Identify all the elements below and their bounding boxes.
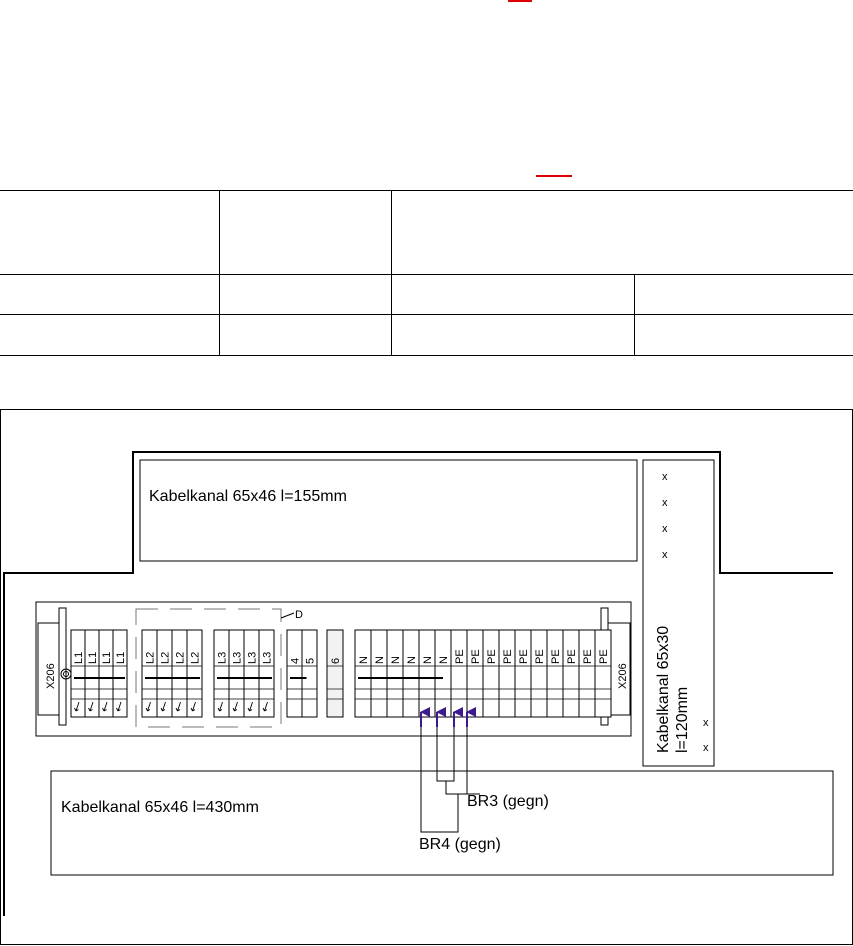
bottom-channel-label: Kabelkanal 65x46 l=430mm <box>61 799 259 816</box>
terminal-label: 5 <box>304 657 317 664</box>
terminal-label: PE <box>582 649 594 664</box>
top-cable-channel <box>140 460 637 561</box>
red-marker-top <box>508 0 532 2</box>
table-cell <box>219 275 391 315</box>
terminal-label: L2 <box>159 651 172 664</box>
terminal-label: L3 <box>246 651 259 664</box>
red-marker-table <box>536 175 572 177</box>
terminal-label: PE <box>598 649 610 664</box>
table-cell <box>634 275 853 315</box>
group-d-leader <box>281 613 294 618</box>
side-channel-label-line1: Kabelkanal 65x30 <box>655 625 672 753</box>
cross-mark: x <box>662 497 668 509</box>
table-cell <box>391 315 634 356</box>
terminal-label: 4 <box>289 657 302 664</box>
bottom-cable-channel <box>51 771 833 875</box>
group-d-marker: D <box>295 609 303 621</box>
cross-mark: x <box>662 549 668 561</box>
terminal-label: N <box>422 656 434 664</box>
header-cell-2 <box>219 191 391 275</box>
table-cell <box>219 315 391 356</box>
terminal-label: L1 <box>115 651 127 664</box>
bridge-br3-label: BR3 (gegn) <box>467 793 549 810</box>
terminal-label: PE <box>454 649 466 664</box>
terminal-label: PE <box>566 649 578 664</box>
terminal-label: PE <box>518 649 530 664</box>
table-cell <box>391 275 634 315</box>
cross-mark: x <box>662 471 668 483</box>
terminal-label: N <box>358 656 370 664</box>
terminal-label: PE <box>534 649 546 664</box>
terminal-group <box>327 630 343 717</box>
header-cell-3 <box>391 191 853 275</box>
end-bracket-left <box>59 608 66 725</box>
header-cell-1 <box>0 191 219 275</box>
terminal-label: 6 <box>330 657 342 664</box>
terminal-label: L3 <box>216 651 229 664</box>
terminal-label: L2 <box>144 651 157 664</box>
side-channel-label-line2: l=120mm <box>674 686 691 753</box>
terminal-label: L3 <box>261 651 274 664</box>
bridge-br4-label: BR4 (gegn) <box>419 836 501 853</box>
terminal-label: PE <box>470 649 482 664</box>
terminal-label: L2 <box>174 651 187 664</box>
terminal-label: PE <box>502 649 514 664</box>
cross-mark: x <box>662 523 668 535</box>
rail-label-right: X206 <box>617 663 629 689</box>
terminal-label: PE <box>550 649 562 664</box>
wiring-diagram <box>0 409 853 946</box>
terminal-label: L3 <box>231 651 244 664</box>
specification-table <box>0 190 853 356</box>
terminal-blocks <box>71 630 611 717</box>
table-cell <box>634 315 853 356</box>
terminal-label: N <box>374 656 386 664</box>
terminal-label: N <box>406 656 418 664</box>
cross-mark: x <box>703 717 709 729</box>
terminal-label: N <box>390 656 402 664</box>
table-cell <box>0 275 219 315</box>
top-channel-label: Kabelkanal 65x46 l=155mm <box>149 488 347 505</box>
cross-mark: x <box>703 742 709 754</box>
terminal-label: L1 <box>73 651 85 664</box>
terminal-label: N <box>438 656 450 664</box>
table-cell <box>0 315 219 356</box>
terminal-label: PE <box>486 649 498 664</box>
terminal-label: L1 <box>101 651 113 664</box>
terminal-label: L2 <box>189 651 202 664</box>
terminal-label: L1 <box>87 651 99 664</box>
rail-label-left: X206 <box>45 663 57 689</box>
